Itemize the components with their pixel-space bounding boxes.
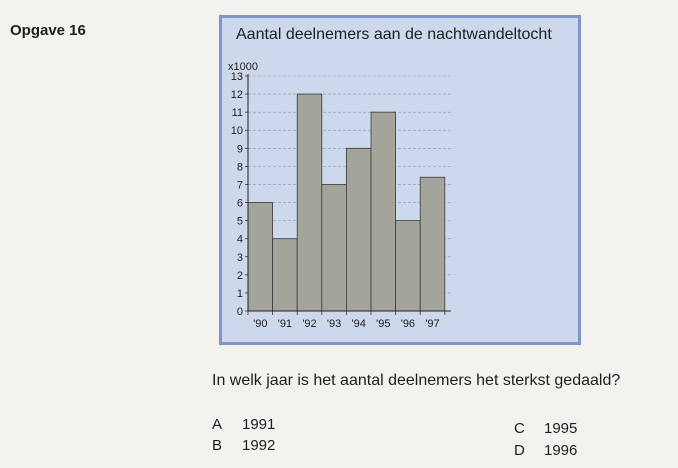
option-d-letter: D — [514, 442, 525, 459]
option-c[interactable] — [514, 420, 577, 437]
x-tick-label: '90 — [253, 318, 268, 330]
x-tick-label: '91 — [277, 318, 293, 330]
y-tick-label: 5 — [236, 215, 243, 228]
option-c-letter: C — [514, 420, 525, 437]
y-tick-label: 1 — [236, 287, 243, 300]
x-tick-label: '94 — [351, 318, 366, 330]
option-b-letter: B — [212, 437, 223, 454]
bar — [371, 112, 396, 311]
y-tick-label: 11 — [231, 107, 243, 120]
option-a-text: 1991 — [242, 416, 276, 433]
bar — [297, 94, 322, 311]
y-tick-label: 4 — [236, 233, 243, 246]
y-tick-label: 7 — [236, 179, 243, 192]
exercise-title: Opgave 16 — [10, 22, 86, 39]
y-tick-label: 3 — [236, 251, 243, 264]
option-a[interactable] — [212, 416, 275, 433]
y-tick-label: 13 — [230, 71, 243, 83]
y-multiplier-label: x1000 — [228, 61, 258, 73]
option-d-text: 1996 — [544, 442, 578, 459]
chart-title: Aantal deelnemers aan de nachtwandeltocht — [236, 26, 552, 43]
x-tick-label: '93 — [326, 318, 342, 330]
y-tick-label: 2 — [236, 269, 243, 282]
y-tick-label: 12 — [230, 89, 243, 102]
option-c-text: 1995 — [544, 420, 578, 437]
chart-figure — [219, 15, 581, 345]
y-tick-label: 8 — [236, 161, 243, 174]
x-tick-label: '95 — [376, 318, 391, 330]
option-b[interactable] — [212, 437, 275, 454]
bar — [322, 184, 347, 311]
bar — [396, 221, 421, 311]
y-tick-label: 0 — [236, 306, 243, 318]
y-tick-label: 6 — [236, 197, 243, 210]
x-tick-label: '97 — [425, 318, 440, 330]
y-tick-label: 10 — [230, 125, 243, 138]
option-a-letter: A — [212, 416, 223, 433]
question-text: In welk jaar is het aantal deelnemers het sterkst gedaald? — [212, 372, 621, 389]
x-tick-label: '92 — [302, 318, 317, 330]
bar-chart — [222, 18, 578, 342]
bar — [346, 148, 371, 311]
bar — [420, 177, 445, 311]
option-d[interactable] — [514, 442, 577, 459]
bar — [273, 239, 298, 311]
bar — [248, 203, 273, 311]
y-tick-label: 9 — [236, 143, 243, 156]
x-tick-label: '96 — [400, 318, 416, 330]
option-b-text: 1992 — [242, 437, 276, 454]
